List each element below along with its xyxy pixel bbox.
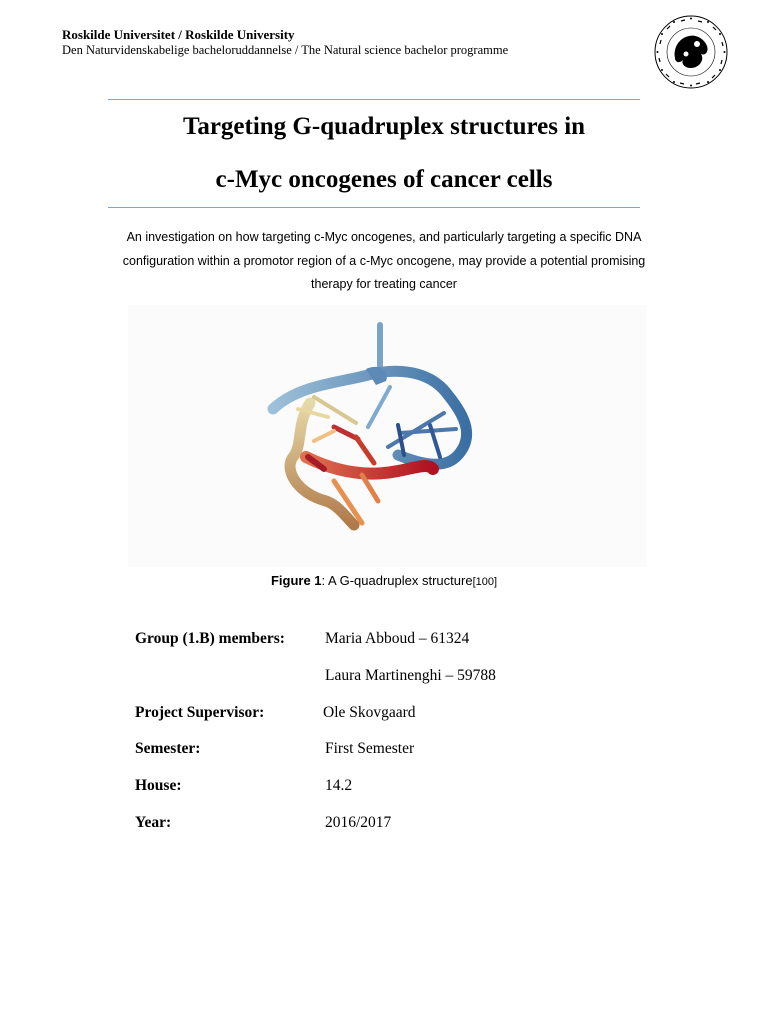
university-seal-logo [653, 14, 729, 90]
title-line-2: c-Myc oncogenes of cancer cells [215, 166, 553, 193]
group-members-label: Group (1.B) members: [135, 630, 285, 647]
g-quadruplex-structure-image [128, 305, 646, 567]
bottom-divider [108, 207, 640, 208]
subtitle-line-2: configuration within a promotor region of a c-Myc oncogene, may provide a potential promising [122, 253, 646, 268]
member-2: Laura Martinenghi – 59788 [325, 667, 496, 684]
university-name: Roskilde Universitet / Roskilde University [62, 27, 295, 42]
year-value: 2016/2017 [325, 814, 392, 831]
semester-label: Semester: [135, 740, 201, 757]
house-label: House: [135, 777, 182, 794]
figure-text: : A G-quadruplex structure [321, 573, 473, 588]
figure-citation: [100] [472, 576, 498, 588]
member-1: Maria Abboud – 61324 [325, 630, 470, 647]
subtitle-line-1: An investigation on how targeting c-Myc oncogenes, and particularly targeting a specific DNA [126, 230, 642, 244]
semester-value: First Semester [325, 740, 415, 757]
figure-caption [0, 573, 768, 588]
house-value: 14.2 [325, 777, 353, 794]
supervisor-name: Ole Skovgaard [323, 704, 416, 721]
top-divider [108, 99, 640, 100]
programme-name: Den Naturvidenskabelige bacheloruddannelse / The Natural science bachelor programme [62, 43, 509, 57]
title-line-1: Targeting G-quadruplex structures in [182, 113, 586, 140]
supervisor-label: Project Supervisor: [135, 704, 265, 721]
abstract-subtitle [118, 226, 650, 297]
year-label: Year: [135, 814, 172, 831]
figure-number: Figure 1 [270, 573, 322, 588]
subtitle-line-3: therapy for treating cancer [311, 277, 457, 291]
